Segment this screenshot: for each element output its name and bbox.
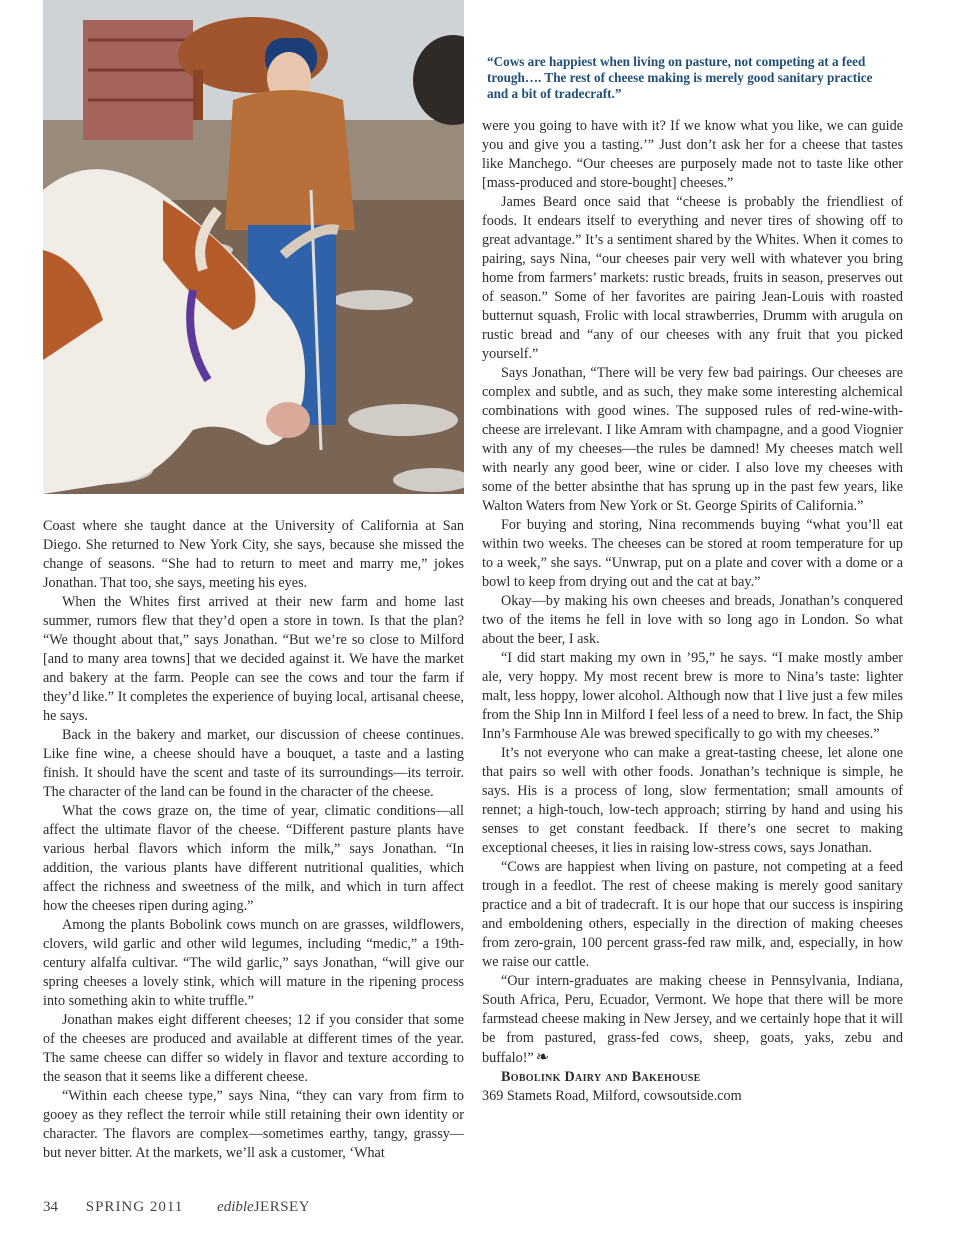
sidebar-heading: Bobolink Dairy and Bakehouse <box>501 1069 701 1085</box>
paragraph: Back in the bakery and market, our discussion of cheese continues. Like fine wine, a cheese should have a bouquet, a taste and a lasting finish. It should have the scent and taste of its surroundings—its terroir. The character of the land can be found in the character of the cheese. <box>43 727 464 800</box>
page-footer <box>43 1199 310 1216</box>
paragraph: When the Whites first arrived at their new farm and home last summer, rumors flew that they’d open a store in town. Is that the plan? “We thought about that,” says Jonathan. “But we’re so close to Milford [and to many area towns] that we decided against it. We have the market and bakery at the farm. People can see the cows and tour the farm if they’d like.” It completes the experience of buying local, artisanal cheese, he says. <box>43 594 464 724</box>
paragraph: Okay—by making his own cheeses and breads, Jonathan’s conquered two of the items he fell in love with so long ago in London. So what about the beer, I ask. <box>482 593 903 647</box>
magazine-name-edible: edible <box>217 1199 254 1215</box>
paragraph-last <box>482 972 903 1068</box>
pull-quote: “Cows are happiest when living on pasture, not competing at a feed trough…. The rest of cheese making is merely good sanitary practice and a bit of tradecraft.” <box>487 54 873 101</box>
farm-photo <box>43 0 464 494</box>
farm-photo-icon <box>43 0 464 494</box>
article-column-right <box>482 117 903 1106</box>
sidebar-address: 369 Stamets Road, Milford, cowsoutside.com <box>482 1088 742 1104</box>
paragraph: “Within each cheese type,” says Nina, “they can vary from firm to gooey as they reflect the terroir while still retaining their own identity or character. The flavors are complex—sometimes earthy, tangy, grassy—but never bitter. At the markets, we’ll ask a customer, ‘What <box>43 1088 464 1161</box>
magazine-name <box>217 1199 310 1215</box>
end-mark-icon: ❧ <box>535 1049 550 1066</box>
paragraph: Says Jonathan, “There will be very few bad pairings. Our cheeses are complex and subtle, and as such, they make some interesting alchemical combinations with good wines. The supposed rules of red-wine-with-cheese are irrelevant. I like Amram with champagne, and a good Viognier with any of my cheeses—the rules be damned! My cheeses match well with nearly any good beer, wine or cider. I also love my cheeses with some of the better absinthe that has sprung up in the past few years, like Walton Waters from New York or St. George Spirits of California.” <box>482 365 903 514</box>
paragraph: For buying and storing, Nina recommends buying “what you’ll eat within two weeks. The cheeses can be stored at room temperature for up to a week,” she says. “Unwrap, put on a plate and cover with a dome or a bowl to keep from drying out and the cat at bay.” <box>482 517 903 590</box>
page-number: 34 <box>43 1199 58 1215</box>
paragraph: What the cows graze on, the time of year, climatic conditions—all affect the ultimate flavor of the cheese. “Different pasture plants have various herbal flavors which inform the milk,” says Jonathan. “In addition, the various plants have different nutritional qualities, which affect the richness and sweetness of the milk, and which in turn affect how the cheeses ripen during aging.” <box>43 803 464 914</box>
paragraph: Jonathan makes eight different cheeses; 12 if you consider that some of the cheeses are produced and available at different times of the year. The same cheese can differ so widely in flavor and texture according to the season that it seems like a different cheese. <box>43 1012 464 1085</box>
paragraph: James Beard once said that “cheese is probably the friendliest of foods. It endears itself to everything and never tires of showing off to great advantage.” It’s a sentiment shared by the Whites. When it comes to pairing, says Nina, “our cheeses pair very well with whatever you bring home from farmers’ markets: rustic breads, fruits in season, preserves out of season.” Some of her favorites are pairing Jean-Louis with roasted butternut squash, Frolic with local strawberries, Drumm with arugula on rustic bread and “any of our cheeses with any fruit that you picked yourself.” <box>482 194 903 362</box>
magazine-name-jersey: JERSEY <box>253 1199 311 1215</box>
paragraph: Among the plants Bobolink cows munch on are grasses, wildflowers, clovers, wild garlic and other wild legumes, including “medic,” a 19th-century alfalfa cultivar. “The wild garlic,” says Jonathan, “will give our spring cheeses a lovely stink, which will mature in the ripening process into something akin to white truffle.” <box>43 917 464 1009</box>
paragraph: It’s not everyone who can make a great-tasting cheese, let alone one that pairs so well with other foods. Jonathan’s technique is simple, he says. His is a process of long, slow fermentation; small amounts of rennet; a high-touch, low-tech approach; stirring by hand and using his senses to get constant feedback. If there’s one secret to making exceptional cheeses, it lies in raising low-stress cows, says Jonathan. <box>482 745 903 856</box>
paragraph: “I did start making my own in ’95,” he says. “I make mostly amber ale, very hoppy. My most recent brew is more to Nina’s taste: lighter malt, less hoppy, lower alcohol. Although now that I live just a few miles from the Ship Inn in Milford I feel less of a need to brew. In fact, the Ship Inn’s Farmhouse Ale was brewed specifically to go with my cheeses.” <box>482 650 903 742</box>
paragraph-last-text: “Our intern-graduates are making cheese in Pennsylvania, Indiana, South Africa, Peru, Ecuador, Vermont. We hope that there will be more farmstead cheese making in New Jersey, and we certainly hope that it will be from pastured, grass-fed cows, sheep, goats, yaks, zebu and buffalo!” <box>482 973 903 1066</box>
paragraph: were you going to have with it? If we know what you like, we can guide you and give you a tasting.’” Just don’t ask her for a cheese that tastes like Manchego. “Our cheeses are purposely made not to taste like other [mass-produced and store-bought] cheeses.” <box>482 118 903 191</box>
article-column-left <box>43 517 464 1163</box>
paragraph: “Cows are happiest when living on pasture, not competing at a feed trough in a feedlot. The rest of cheese making is merely good sanitary practice and a bit of tradecraft. It is our hope that our success is inspiring and emboldening others, especially in the direction of making cheeses from zero-grain, 100 percent grass-fed raw milk, and, especially, in how we raise our cattle. <box>482 859 903 970</box>
paragraph: Coast where she taught dance at the University of California at San Diego. She returned to New York City, she says, because she missed the change of seasons. “She had to return to meet and marry me,” jokes Jonathan. That too, she says, meeting his eyes. <box>43 518 464 591</box>
issue-label: SPRING 2011 <box>85 1199 184 1215</box>
